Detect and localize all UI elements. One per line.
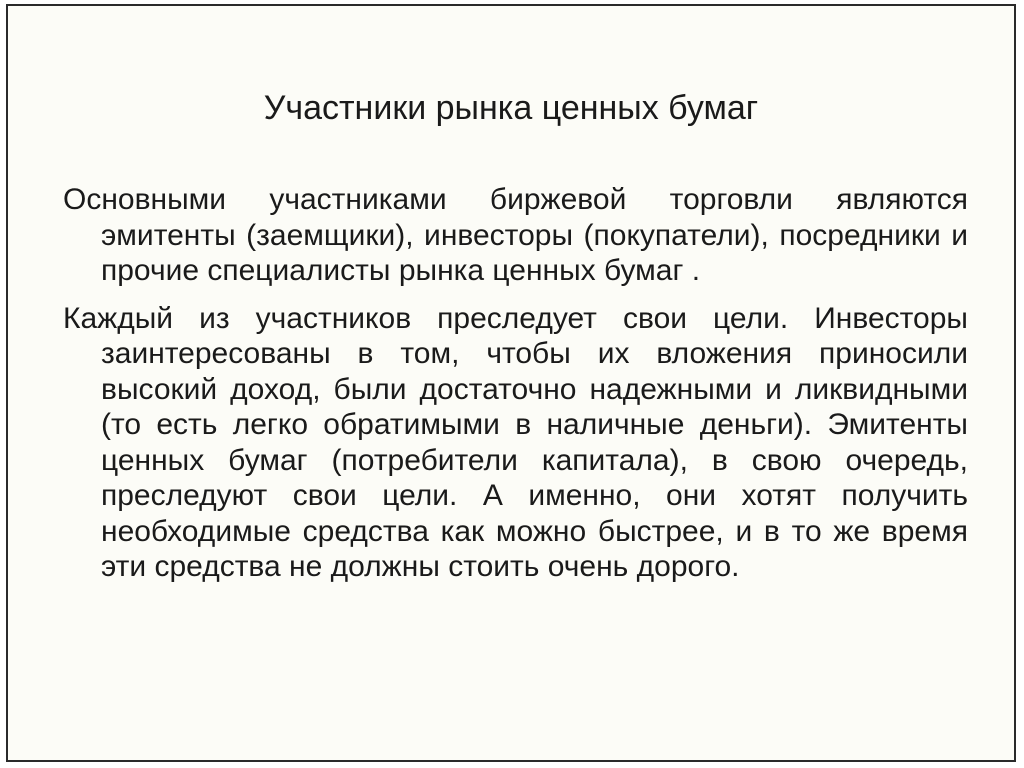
- paragraph-participants: Основными участниками биржевой торговли являются эмитенты (заемщики), инвесторы (покупатели), посредники и прочие специалисты рынка ценных бумаг .: [63, 183, 968, 287]
- slide-body: [63, 182, 968, 597]
- slide: [6, 4, 1016, 762]
- slide-title: Участники рынка ценных бумаг: [263, 89, 759, 127]
- paragraph-goals: Каждый из участников преследует свои цели. Инвесторы заинтересованы в том, чтобы их вложения приносили высокий доход, были достаточно надежными и ликвидными (то есть легко обратимыми в наличные деньги). Эмитенты ценных бумаг (потребители капитала), в свою очередь, преследуют свои цели. А именно, они хотят получить необходимые средства как можно быстрее, и в то же время эти средства не должны стоить очень дорого.: [63, 301, 968, 583]
